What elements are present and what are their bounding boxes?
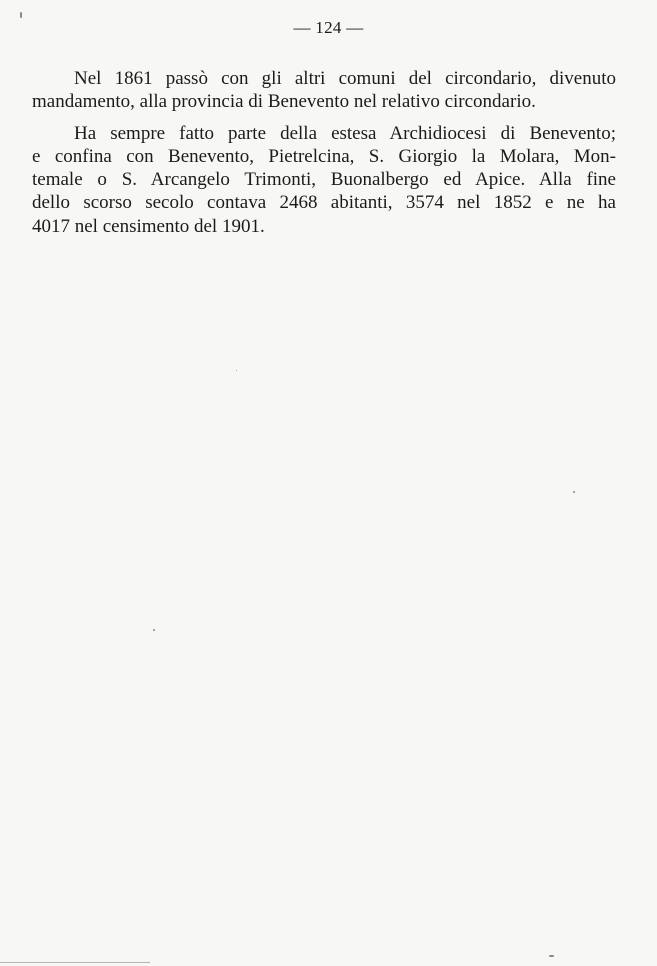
paragraph-1 <box>32 67 616 114</box>
paragraph-line: Ha sempre fatto parte della estesa Archidiocesi di Benevento; <box>74 122 616 144</box>
scan-speck <box>573 491 575 493</box>
body-text <box>32 67 616 238</box>
page-number: — 124 — <box>293 18 364 37</box>
paragraph-line: 4017 nel censimento del 1901. <box>32 215 265 237</box>
scan-speck <box>549 955 554 957</box>
paragraph-line: e confina con Benevento, Pietrelcina, S. Giorgio la Molara, Mon- <box>32 145 616 167</box>
scan-speck <box>20 12 22 18</box>
paragraph-line: mandamento, alla provincia di Benevento nel relativo circondario. <box>32 91 536 113</box>
paragraph-line: Nel 1861 passò con gli altri comuni del circondario, divenuto <box>74 68 616 89</box>
paragraph-line: temale o S. Arcangelo Trimonti, Buonalbergo ed Apice. Alla fine <box>32 169 616 191</box>
paragraph-spacer <box>32 114 616 122</box>
paragraph-line: dello scorso secolo contava 2468 abitanti, 3574 nel 1852 e ne ha <box>32 192 616 214</box>
scan-speck <box>153 629 155 631</box>
scan-edge-line <box>0 962 150 963</box>
paragraph-2 <box>32 122 616 238</box>
scan-speck <box>236 370 237 371</box>
